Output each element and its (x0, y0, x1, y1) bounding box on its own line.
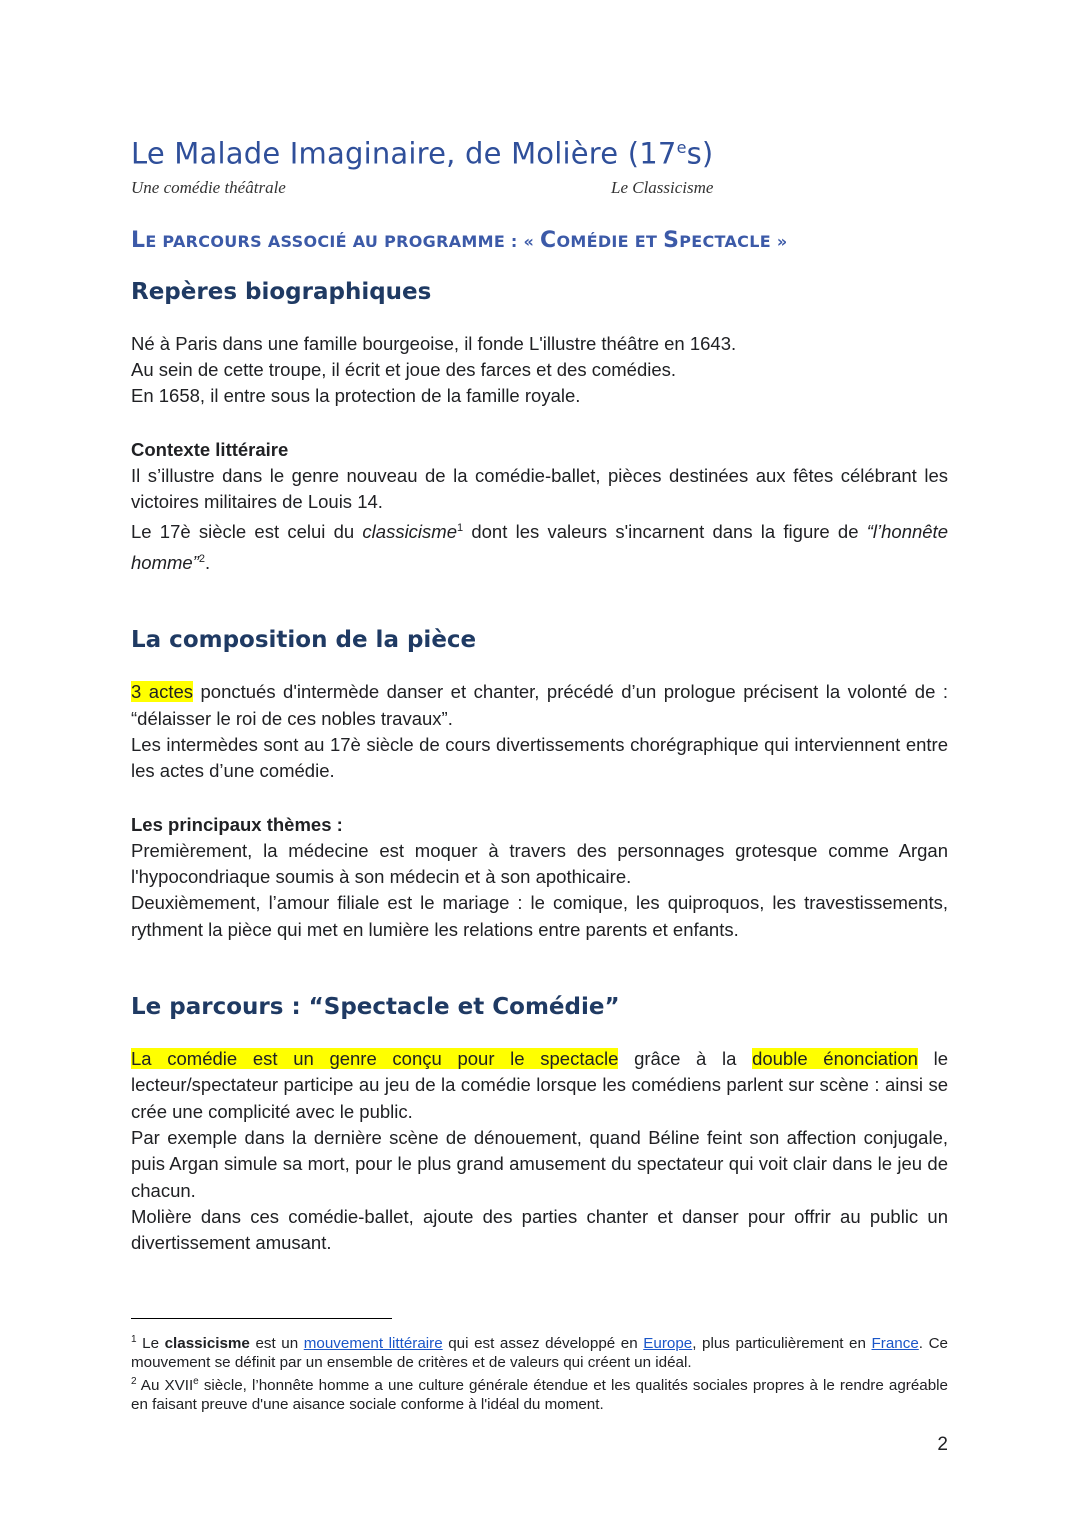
link-mouvement-litteraire[interactable]: mouvement littéraire (303, 1335, 443, 1353)
parcours-heading-text: E PARCOURS ASSOCIÉ AU PROGRAMME : « (145, 231, 541, 251)
composition-section (131, 679, 948, 784)
contexte-paragraph (131, 515, 948, 576)
bio-line: Au sein de cette troupe, il écrit et joue des farces et des comédies. (131, 358, 677, 380)
classicisme-term: classicisme (362, 521, 457, 543)
highlight: double énonciation (752, 1048, 918, 1070)
honnete-homme-term: “l’honnête homme” (131, 521, 948, 574)
footnote-number: 2 (131, 1376, 137, 1388)
subtitle-row (131, 176, 948, 202)
footnote-number: 1 (131, 1334, 137, 1346)
composition-text: ponctués d'intermède danser et chanter, précédé d’un prologue précisent la volonté de : “délaisser le roi de ces nobles travaux”. (131, 681, 948, 729)
parcours-heading (131, 228, 948, 253)
footnote-divider (131, 1318, 392, 1319)
footnote-1 (131, 1331, 948, 1373)
parcours-text: le lecteur/spectateur participe au jeu de la comédie lorsque les comédiens parlent sur scène : ainsi se crée une complicité avec le public. (131, 1048, 948, 1122)
contexte-text: . (204, 552, 211, 574)
footnotes (131, 1331, 948, 1414)
themes-paragraph: Premièrement, la médecine est moquer à travers des personnages grotesque comme Argan l'hypocondriaque soumis à son médecin et à son apothicaire. (131, 839, 948, 888)
bio-heading: Repères biographiques (131, 278, 432, 305)
contexte-text: Le 17è siècle est celui du (131, 521, 363, 543)
subtitle-genre: Une comédie théâtrale (131, 177, 286, 197)
document-page (131, 128, 948, 1415)
document-title (131, 128, 948, 174)
highlight: 3 actes (131, 681, 193, 703)
footnote-text: Le (136, 1335, 165, 1353)
highlight: La comédie est un genre conçu pour le spectacle (131, 1048, 619, 1070)
footnote-text: Au XVII (136, 1377, 194, 1395)
footnote-ref: 2 (198, 552, 205, 565)
themes-paragraph: Deuxièmement, l’amour filiale est le mariage : le comique, les quiproquos, les travestissements, rythment la pièce qui met en lumière les relations entre parents et enfants. (131, 892, 948, 940)
footnote-text: . Ce mouvement se définit par un ensemble de critères et de valeurs qui créent un idéal. (131, 1335, 948, 1372)
bio-line: En 1658, il entre sous la protection de la famille royale. (131, 385, 581, 407)
parcours-heading-text: OMÉDIE ET (556, 231, 664, 251)
parcours-section-heading: Le parcours : “Spectacle et Comédie” (131, 994, 620, 1021)
footnote-ref: 1 (457, 522, 464, 535)
page-number: 2 (937, 1434, 948, 1455)
parcours-heading-cap: L (131, 227, 146, 253)
footnote-2 (131, 1373, 948, 1415)
footnote-text: , plus particulièrement en (692, 1335, 872, 1353)
parcours-text: grâce à la (618, 1048, 753, 1070)
parcours-heading-cap: C (540, 227, 557, 253)
footnote-text: est un (249, 1335, 304, 1353)
contexte-heading: Contexte littéraire (131, 438, 289, 460)
subtitle-movement: Le Classicisme (611, 177, 714, 197)
footnote-text: siècle, l’honnête homme a une culture générale étendue et les qualités sociales propres à le rendre agréable en faisant preuve d'une aisance sociale conforme à l'idéal du moment. (131, 1377, 948, 1413)
composition-paragraph: Les intermèdes sont au 17è siècle de cours divertissements chorégraphique qui interviennent entre les actes d’une comédie. (131, 733, 948, 782)
footnote-bold-term: classicisme (164, 1335, 250, 1353)
parcours-paragraph (131, 1046, 948, 1125)
themes-heading: Les principaux thèmes : (131, 813, 343, 835)
bio-section (131, 331, 948, 410)
parcours-section (131, 1046, 948, 1256)
composition-heading: La composition de la pièce (131, 627, 477, 654)
bio-line: Né à Paris dans une famille bourgeoise, il fonde L'illustre théâtre en 1643. (131, 332, 737, 354)
parcours-paragraph: Par exemple dans la dernière scène de dénouement, quand Béline feint son affection conjugale, puis Argan simule sa mort, pour le plus grand amusement du spectateur qui voit clair dans le jeu de chacun. (131, 1126, 948, 1201)
title-text: Le Malade Imaginaire, de Molière (17 (131, 136, 677, 171)
link-europe[interactable]: Europe (643, 1335, 693, 1353)
title-text-end: s) (686, 136, 714, 171)
composition-paragraph (131, 679, 948, 732)
parcours-heading-cap: S (663, 227, 680, 253)
parcours-paragraph: Molière dans ces comédie-ballet, ajoute des parties chanter et danser pour offrir au public un divertissement amusant. (131, 1205, 948, 1254)
title-superscript: e (676, 138, 687, 157)
footnote-text: qui est assez développé en (442, 1335, 644, 1353)
footnote-superscript: e (193, 1376, 199, 1388)
parcours-heading-text: PECTACLE » (679, 231, 788, 251)
link-france[interactable]: France (871, 1335, 919, 1353)
contexte-paragraph: Il s’illustre dans le genre nouveau de la comédie-ballet, pièces destinées aux fêtes célébrant les victoires militaires de Louis 14. (131, 464, 948, 513)
contexte-text: dont les valeurs s'incarnent dans la figure de (463, 521, 867, 543)
